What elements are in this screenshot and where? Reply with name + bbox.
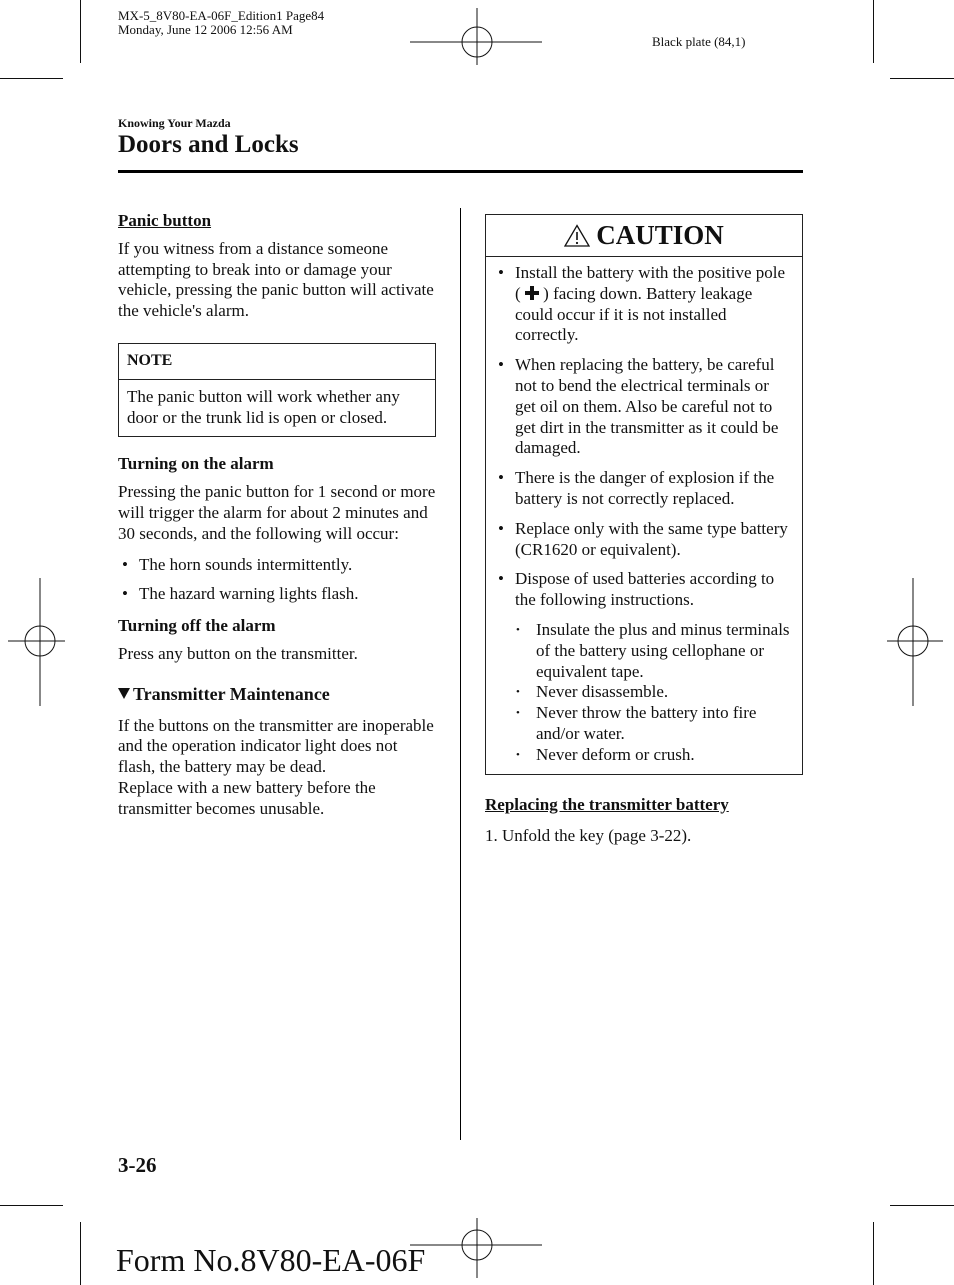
- list-item: [498, 569, 790, 765]
- list-item: • Never disassemble.: [515, 682, 790, 703]
- registration-mark-left: [5, 578, 67, 708]
- list-item: • Replace only with the same type battery (CR1620 or equivalent).: [498, 519, 790, 561]
- note-label: NOTE: [119, 344, 435, 380]
- caution-title: CAUTION: [596, 220, 724, 251]
- file-name: MX-5_8V80-EA-06F_Edition1 Page84: [118, 8, 325, 23]
- list-item: • Never deform or crush.: [515, 745, 790, 766]
- caution-item-5: Dispose of used batteries according to the following instructions.: [515, 569, 775, 610]
- maintenance-heading: [118, 684, 438, 705]
- form-number: Form No.8V80-EA-06F: [116, 1242, 426, 1278]
- file-info: [118, 9, 324, 37]
- replacing-step-1: 1. Unfold the key (page 3-22).: [485, 826, 692, 846]
- note-box: [118, 343, 436, 437]
- registration-mark-top: [410, 5, 545, 65]
- plus-icon: [525, 286, 539, 300]
- file-date: Monday, June 12 2006 12:56 AM: [118, 22, 293, 37]
- note-text: The panic button will work whether any door or the trunk lid is open or closed.: [127, 386, 400, 427]
- caution-body: [486, 257, 802, 774]
- title-rule: [118, 170, 803, 173]
- warning-triangle-icon: [564, 224, 590, 247]
- replacing-heading: Replacing the transmitter battery: [485, 794, 729, 814]
- caution-item-1b: ) facing down. Battery leakage could occur if it is not installed correctly.: [515, 283, 753, 345]
- panic-button-heading: Panic button: [118, 211, 212, 230]
- alarm-off-text: Press any button on the transmitter.: [118, 643, 358, 663]
- alarm-on-text: Pressing the panic button for 1 second or more will trigger the alarm for about 2 minutes and 30 seconds, and the following will occur:: [118, 482, 436, 543]
- maintenance-text-2: Replace with a new battery before the transmitter becomes unusable.: [118, 777, 376, 818]
- page-number: 3-26: [118, 1153, 157, 1177]
- column-divider: [460, 208, 461, 1140]
- list-item: • There is the danger of explosion if the battery is not correctly replaced.: [498, 468, 790, 510]
- registration-mark-bottom: [410, 1218, 545, 1283]
- disposal-sublist: [515, 620, 790, 766]
- right-column: [485, 214, 803, 847]
- list-item: • Never throw the battery into fire and/or water.: [515, 703, 790, 745]
- caution-box: [485, 214, 803, 775]
- panic-button-text: If you witness from a distance someone attempting to break into or damage your vehicle, pressing the panic button will activate the vehicle's alarm.: [118, 238, 434, 321]
- maintenance-text-1: If the buttons on the transmitter are inoperable and the operation indicator light does not flash, the battery may be dead.: [118, 715, 434, 777]
- registration-mark-right: [885, 578, 947, 708]
- alarm-effects-list: [118, 555, 438, 606]
- list-item: • The horn sounds intermittently.: [118, 555, 438, 576]
- list-item: • The hazard warning lights flash.: [118, 584, 438, 605]
- triangle-down-icon: [118, 688, 130, 699]
- caution-header: [486, 215, 802, 257]
- list-item: [498, 263, 790, 346]
- list-item: • When replacing the battery, be careful not to bend the electrical terminals or get oil on them. Also be careful not to get dirt in the transmitter as it could be damaged.: [498, 355, 790, 459]
- left-column: [118, 211, 438, 820]
- maintenance-heading-text: Transmitter Maintenance: [133, 683, 330, 704]
- alarm-on-heading: Turning on the alarm: [118, 454, 274, 474]
- page-title: Doors and Locks: [118, 131, 299, 158]
- alarm-off-heading: Turning off the alarm: [118, 616, 276, 636]
- caution-item-1a: Install the battery with the positive pole (: [515, 263, 786, 303]
- section-label: Knowing Your Mazda: [118, 116, 231, 130]
- caution-list: [498, 263, 790, 766]
- plate-info: Black plate (84,1): [652, 34, 746, 49]
- list-item: • Insulate the plus and minus terminals of the battery using cellophane or equivalent tape.: [515, 620, 790, 682]
